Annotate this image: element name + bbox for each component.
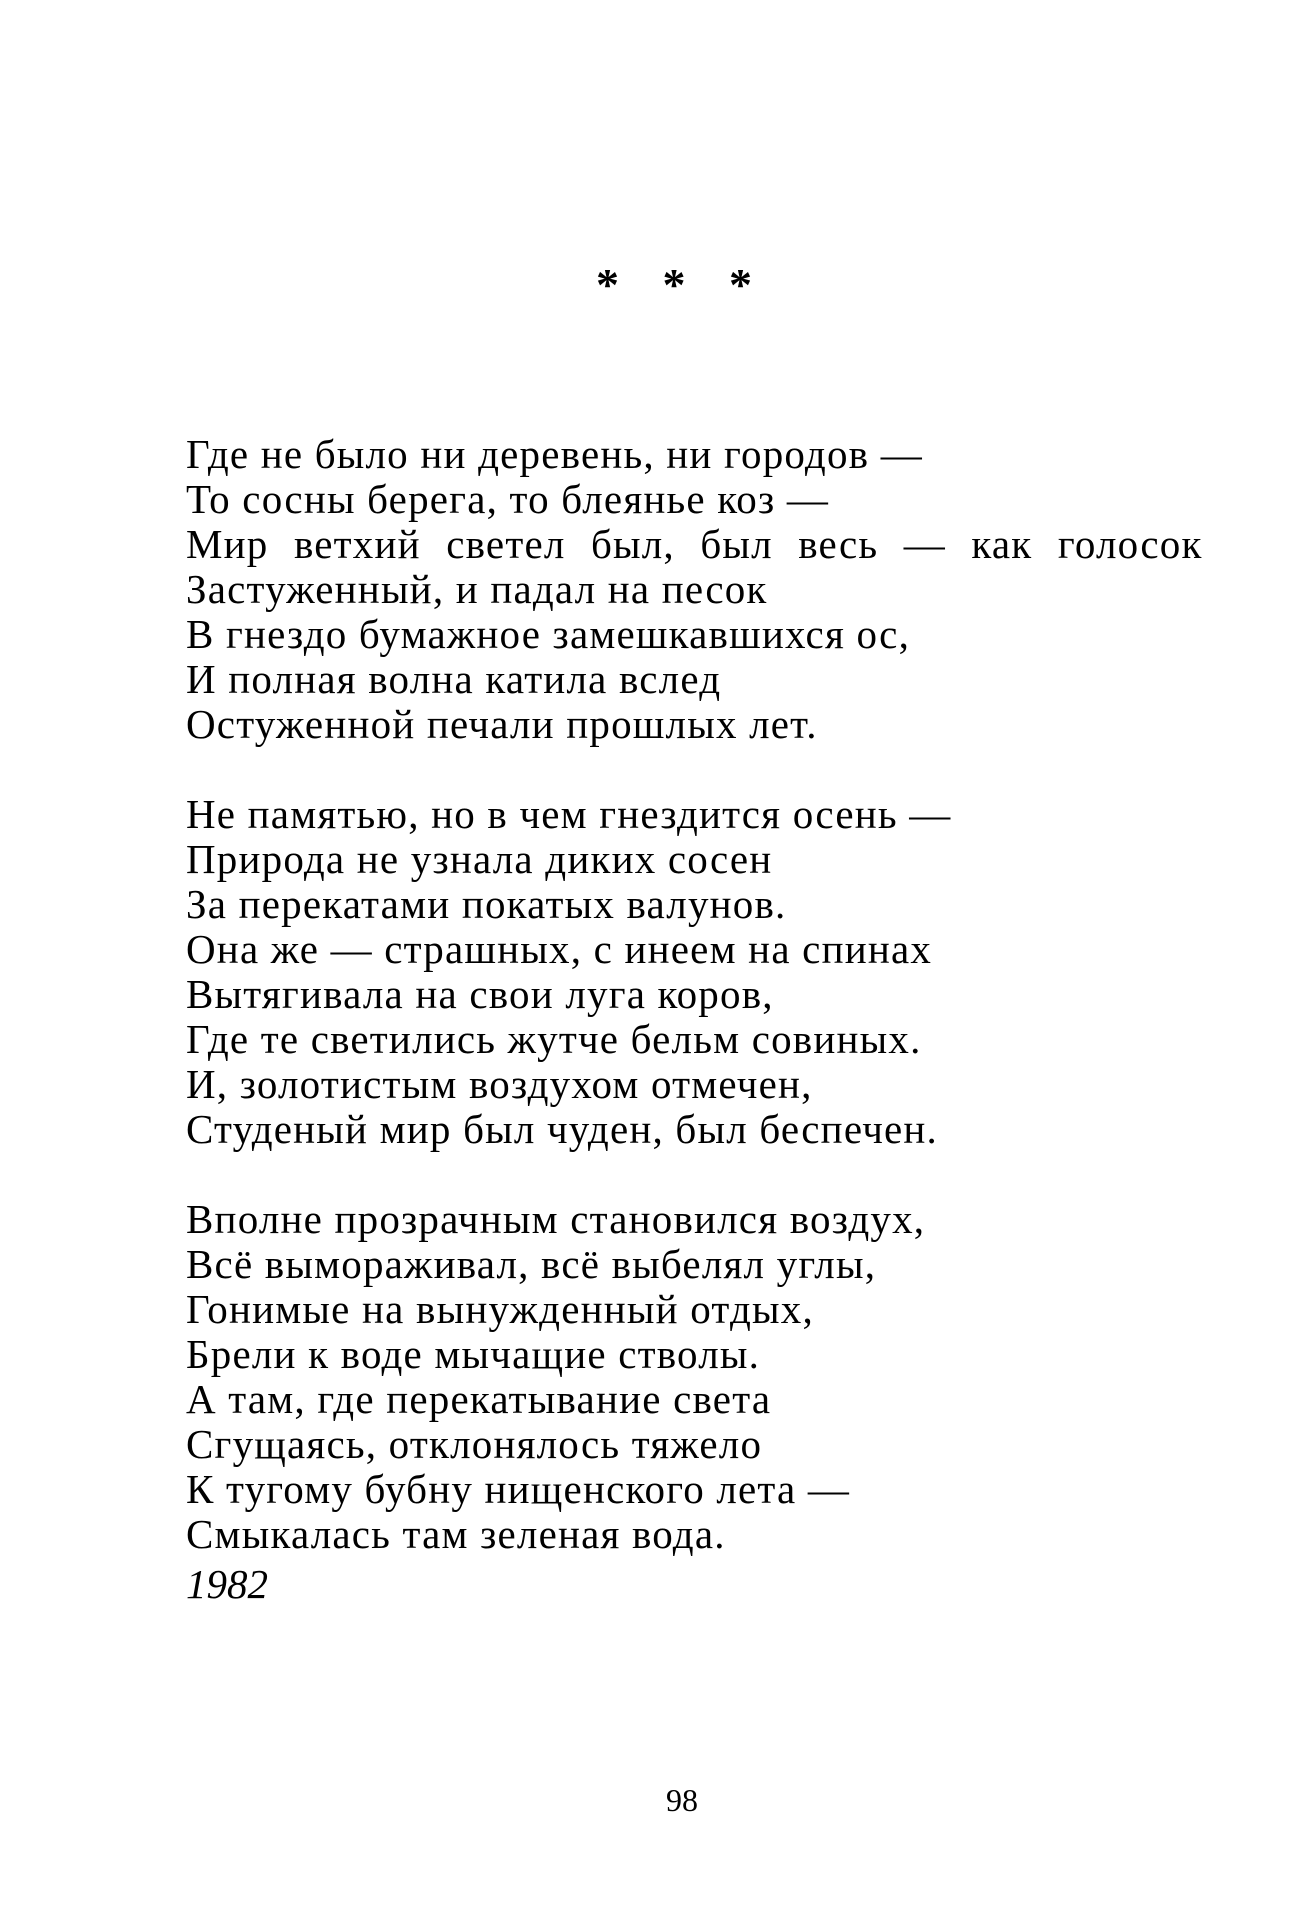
stanza-2: [186, 792, 1266, 1152]
section-asterism: * * *: [596, 259, 768, 310]
poem-line: Она же — страшных, с инеем на спинах: [186, 926, 933, 972]
poem-line: Вытягивала на свои луга коров,: [186, 971, 774, 1017]
poem-line: Брели к воде мычащие стволы.: [186, 1331, 761, 1377]
poem-line: В гнездо бумажное замешкавшихся ос,: [186, 611, 911, 657]
poem-line: К тугому бубну нищенского лета —: [186, 1466, 851, 1512]
poem-line: Остуженной печали прошлых лет.: [186, 701, 818, 747]
poem-line: Смыкалась там зеленая вода.: [186, 1511, 726, 1557]
poem-line: Не памятью, но в чем гнездится осень —: [186, 791, 952, 837]
poem-line: Застуженный, и падал на песок: [186, 566, 768, 612]
poem-line: Всё вымораживал, всё выбелял углы,: [186, 1241, 877, 1287]
stanza-3: [186, 1197, 1266, 1557]
stanza-1: [186, 432, 1266, 747]
poem-line: То сосны берега, то блеянье коз —: [186, 476, 830, 522]
poem-line: И полная волна катила вслед: [186, 656, 722, 702]
poem-line: Природа не узнала диких сосен: [186, 836, 773, 882]
poem-line: Гонимые на вынужденный отдых,: [186, 1286, 814, 1332]
poem-line: А там, где перекатывание света: [186, 1376, 772, 1422]
poem-line: Вполне прозрачным становился воздух,: [186, 1196, 926, 1242]
page-number: 98: [666, 1782, 698, 1818]
poem-line: Где не было ни деревень, ни городов —: [186, 431, 923, 477]
poem-year: 1982: [186, 1561, 268, 1607]
poem-line: И, золотистым воздухом отмечен,: [186, 1061, 813, 1107]
poem-line: Где те светились жутче бельм совиных.: [186, 1016, 922, 1062]
poem-line: За перекатами покатых валунов.: [186, 881, 787, 927]
poem-line: Сгущаясь, отклонялось тяжело: [186, 1421, 763, 1467]
poem-line: Студеный мир был чуден, был беспечен.: [186, 1106, 939, 1152]
poem-line: Мир ветхий светел был, был весь — как голосок: [186, 521, 1203, 567]
poem-body: [186, 432, 1266, 1602]
